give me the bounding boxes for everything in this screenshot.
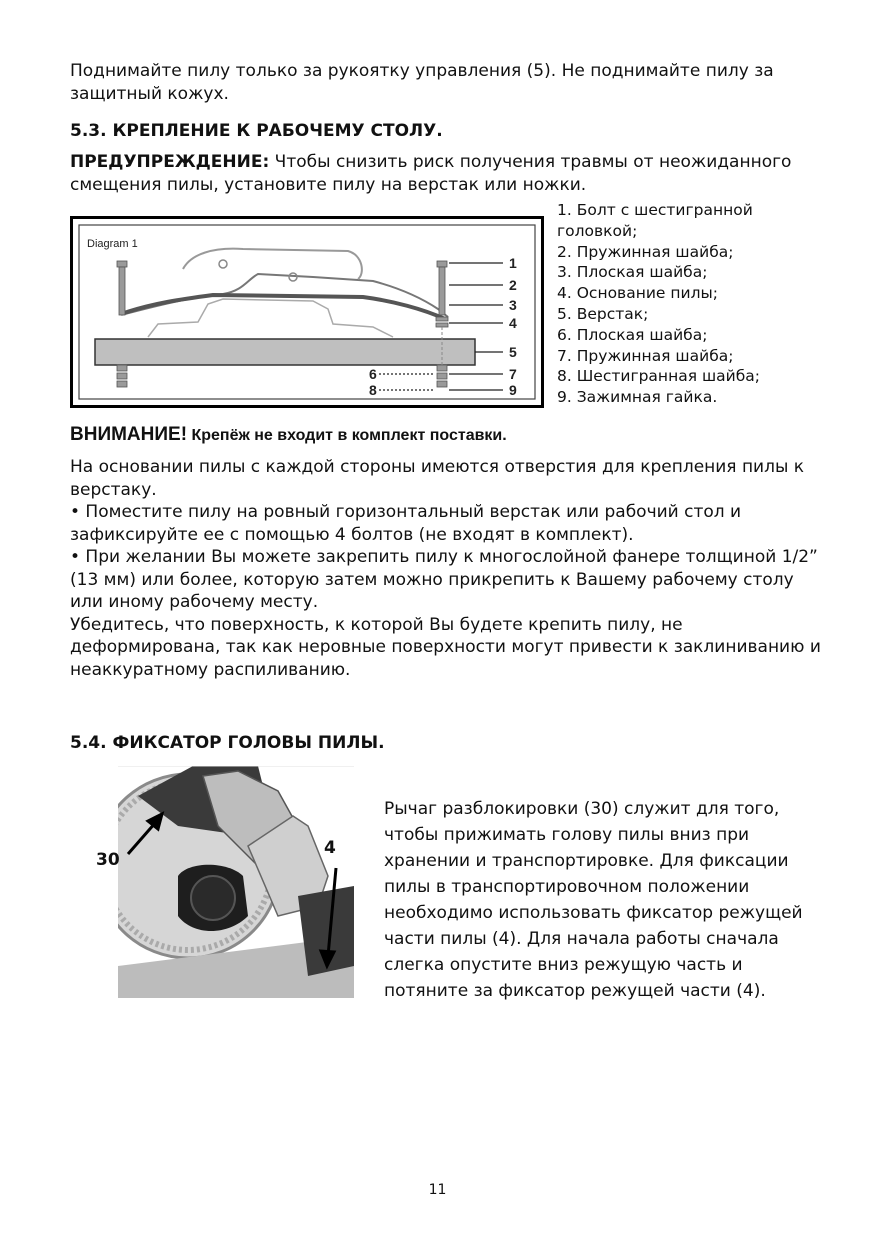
legend-item: 9. Зажимная гайка.: [557, 388, 718, 407]
legend-item: 8. Шестигранная шайба;: [557, 367, 760, 386]
intro-line-2: защитный кожух.: [70, 84, 229, 104]
legend-item: 3. Плоская шайба;: [557, 263, 708, 282]
diagram-number-6: 6: [369, 366, 377, 382]
saw-head-illustration: [118, 766, 354, 998]
body-line: (13 мм) или более, которую затем можно прикрепить к Вашему рабочему столу: [70, 570, 794, 590]
diagram-title: Diagram 1: [87, 238, 138, 250]
legend-item: 5. Верстак;: [557, 304, 649, 323]
page-number: 11: [428, 1182, 447, 1198]
body-line: зафиксируйте ее с помощью 4 болтов (не входят в комплект).: [70, 525, 634, 545]
section-5-4-line: части пилы (4). Для начала работы сначала: [384, 929, 779, 949]
legend-item: 2. Пружинная шайба;: [557, 242, 734, 261]
body-line: • При желании Вы можете закрепить пилу к многослойной фанере толщиной 1/2”: [70, 547, 818, 567]
photo-label-30: 30: [96, 850, 120, 870]
body-line: верстаку.: [70, 480, 157, 500]
diagram-number-5: 5: [509, 344, 517, 360]
section-5-4-line: пилы в транспортировочном положении: [384, 877, 750, 897]
legend-item: 1. Болт с шестигранной: [557, 201, 753, 219]
section-5-4-line: хранении и транспортировке. Для фиксации: [384, 851, 789, 871]
legend-item: 6. Плоская шайба;: [557, 325, 708, 344]
intro-line-1: Поднимайте пилу только за рукоятку управления (5). Не поднимайте пилу за: [70, 61, 774, 81]
diagram-number-9: 9: [509, 382, 517, 398]
section-5-3-title: 5.3. КРЕПЛЕНИЕ К РАБОЧЕМУ СТОЛУ.: [70, 121, 443, 141]
legend-item: головкой;: [557, 221, 638, 240]
body-line: деформирована, так как неровные поверхности могут привести к заклиниванию и: [70, 637, 821, 657]
saw-head-photo: [96, 766, 354, 998]
warning-paragraph: [70, 151, 791, 174]
section-5-4-line: слегка опустите вниз режущую часть и: [384, 955, 743, 975]
attention-text: Крепёж не входит в комплект поставки.: [187, 427, 507, 444]
warning-label: ПРЕДУПРЕЖДЕНИЕ:: [70, 152, 270, 172]
section-5-4-line: необходимо использовать фиксатор режущей: [384, 903, 803, 923]
diagram-number-8: 8: [369, 382, 377, 398]
section-5-4-title: 5.4. ФИКСАТОР ГОЛОВЫ ПИЛЫ.: [70, 733, 385, 753]
section-5-4-line: Рычаг разблокировки (30) служит для того,: [384, 799, 780, 819]
legend-item: 4. Основание пилы;: [557, 284, 718, 303]
mounting-diagram: [70, 216, 544, 408]
body-line: На основании пилы с каждой стороны имеются отверстия для крепления пилы к: [70, 457, 805, 477]
workbench: [95, 339, 475, 365]
diagram-number-7: 7: [509, 366, 517, 382]
body-line: Убедитесь, что поверхность, к которой Вы будете крепить пилу, не: [70, 615, 683, 635]
warning-line-2: смещения пилы, установите пилу на верстак или ножки.: [70, 175, 587, 195]
body-line: неаккуратному распиливанию.: [70, 660, 351, 680]
diagram-number-1: 1: [509, 255, 517, 271]
diagram-legend: [557, 200, 797, 408]
legend-item: 7. Пружинная шайба;: [557, 346, 734, 365]
motor-cap: [191, 876, 235, 920]
diagram-number-2: 2: [509, 277, 517, 293]
section-5-4-line: чтобы прижимать голову пилы вниз при: [384, 825, 750, 845]
body-line: • Поместите пилу на ровный горизонтальный верстак или рабочий стол и: [70, 502, 742, 522]
mounting-diagram-drawing: [73, 219, 541, 405]
photo-label-4: 4: [324, 838, 336, 858]
body-line: или иному рабочему месту.: [70, 592, 319, 612]
diagram-number-4: 4: [509, 315, 517, 331]
attention-note: [70, 424, 507, 446]
attention-label: ВНИМАНИЕ!: [70, 424, 188, 445]
warning-text: Чтобы снизить риск получения травмы от неожиданного: [269, 152, 792, 172]
diagram-number-3: 3: [509, 297, 517, 313]
section-5-4-line: потяните за фиксатор режущей части (4).: [384, 981, 766, 1001]
